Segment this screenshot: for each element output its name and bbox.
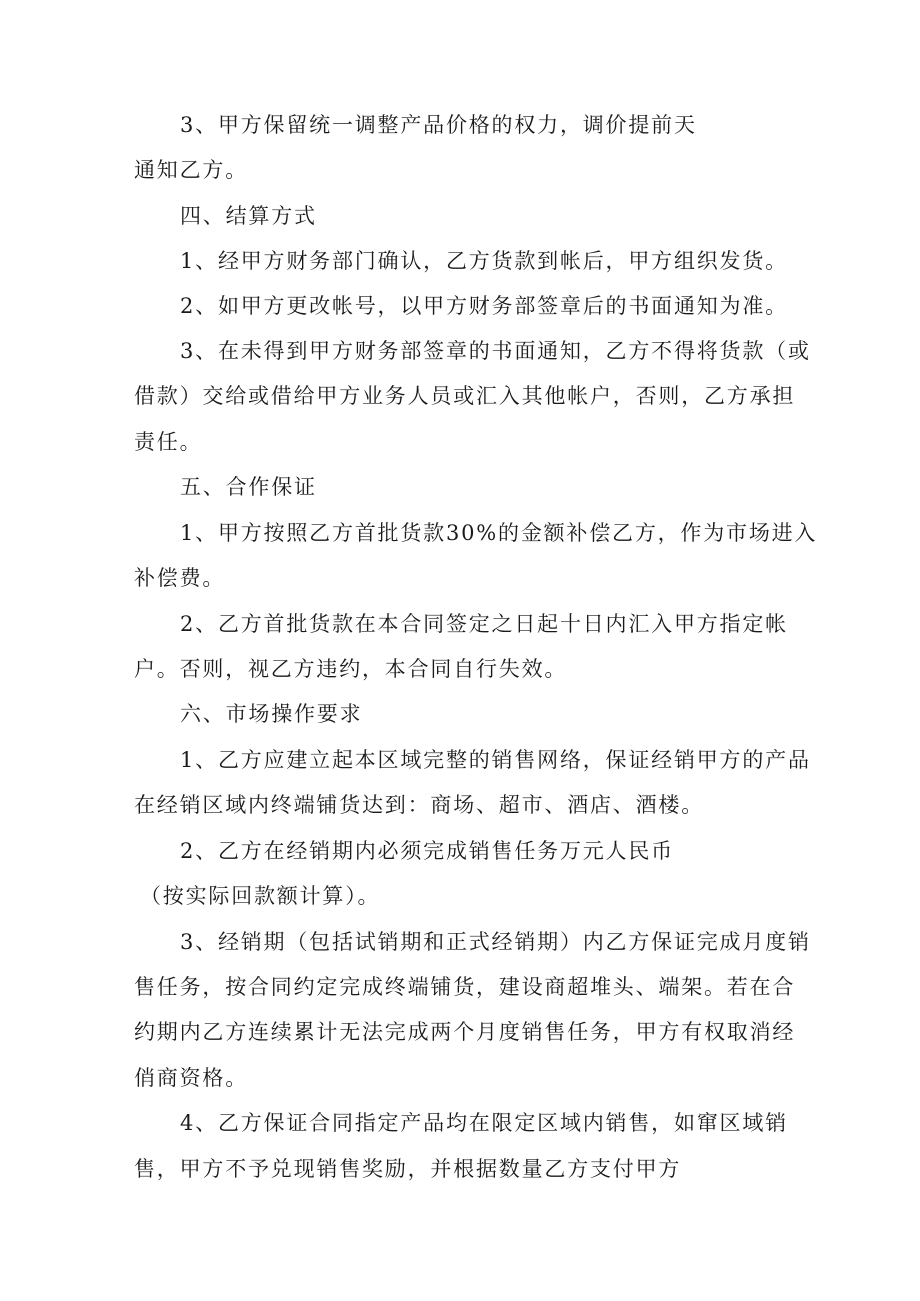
- market-clause-4: 4、乙方保证合同指定产品均在限定区域内销售，如窜区域销: [180, 1111, 788, 1135]
- market-clause-3-line-4: 俏商资格。: [134, 1066, 248, 1090]
- market-clause-3-line-3: 约期内乙方连续累计无法完成两个月度销售任务，甲方有权取消经: [134, 1020, 796, 1044]
- section-heading-market: 六、市场操作要求: [180, 702, 363, 726]
- settlement-clause-3: 3、在未得到甲方财务部签章的书面通知，乙方不得将货款（或: [180, 339, 811, 363]
- market-clause-3-line-2: 售任务，按合同约定完成终端铺货，建设商超堆头、端架。若在合: [134, 975, 796, 999]
- section-heading-settlement: 四、结算方式: [180, 204, 317, 228]
- settlement-clause-2: 2、如甲方更改帐号，以甲方财务部签章后的书面通知为准。: [180, 294, 788, 318]
- guarantee-clause-2: 2、乙方首批货款在本合同签定之日起十日内汇入甲方指定帐: [180, 612, 788, 636]
- guarantee-clause-2-line-2: 户。否则，视乙方违约，本合同自行失效。: [134, 657, 568, 681]
- market-clause-2: 2、乙方在经销期内必须完成销售任务万元人民币: [180, 839, 674, 863]
- market-clause-4-line-2: 售，甲方不予兑现销售奖励，并根据数量乙方支付甲方: [134, 1157, 682, 1181]
- settlement-clause-3-line-2: 借款）交给或借给甲方业务人员或汇入其他帐户，否则，乙方承担: [134, 384, 796, 408]
- guarantee-clause-1-line-2: 补偿费。: [134, 566, 226, 590]
- market-clause-1: 1、乙方应建立起本区域完整的销售网络，保证经销甲方的产品: [180, 748, 811, 772]
- settlement-clause-1: 1、经甲方财务部门确认，乙方货款到帐后，甲方组织发货。: [180, 249, 788, 273]
- section-heading-guarantee: 五、合作保证: [180, 475, 317, 499]
- clause-3-continuation: 通知乙方。: [134, 158, 248, 182]
- market-clause-3: 3、经销期（包括试销期和正式经销期）内乙方保证完成月度销: [180, 930, 811, 954]
- market-clause-2-line-2: （按实际回款额计算）。: [140, 884, 381, 908]
- guarantee-clause-1: 1、甲方按照乙方首批货款30%的金额补偿乙方，作为市场进入: [180, 521, 818, 545]
- clause-3-price-adjustment: 3、甲方保留统一调整产品价格的权力，调价提前天: [180, 113, 697, 137]
- market-clause-1-line-2: 在经销区域内终端铺货达到：商场、超市、酒店、酒楼。: [134, 793, 704, 817]
- settlement-clause-3-line-3: 责任。: [134, 430, 203, 454]
